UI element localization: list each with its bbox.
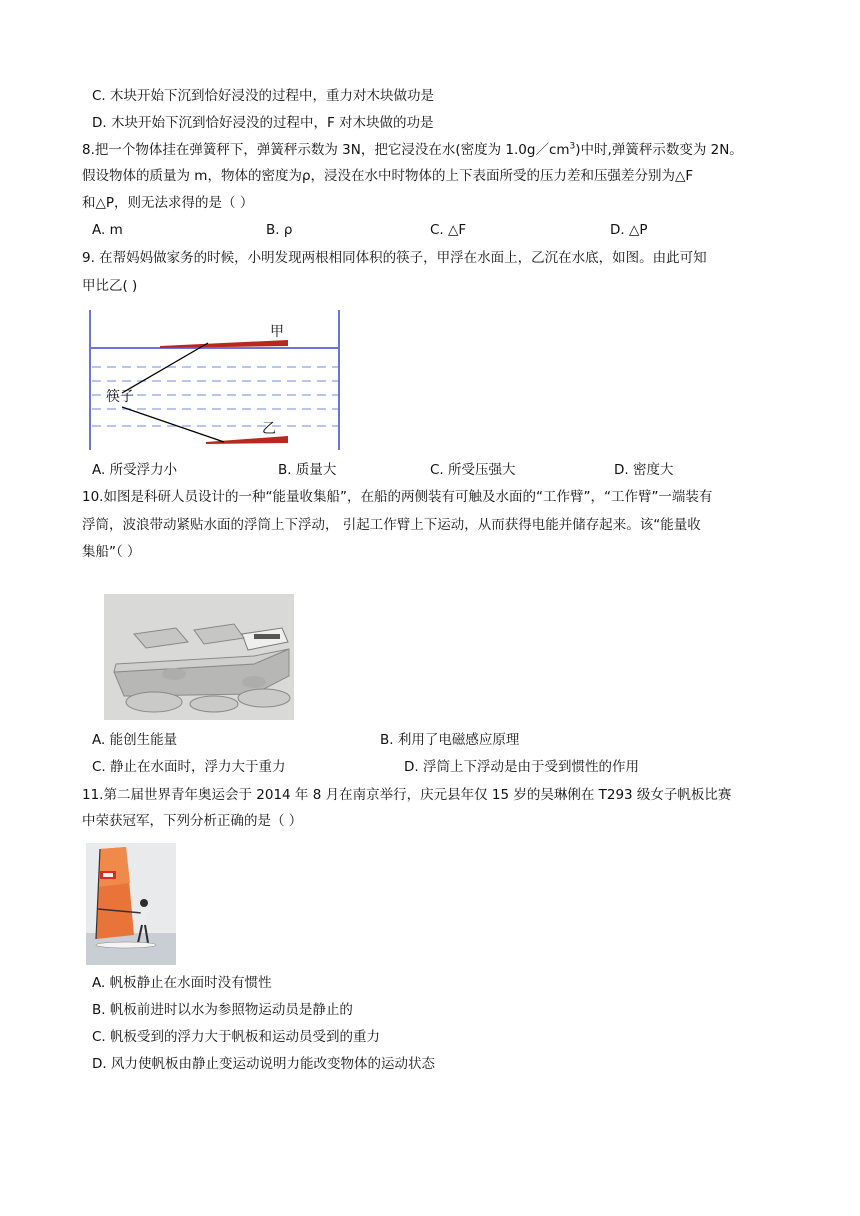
label-yi: 乙 — [262, 421, 276, 437]
q8-option-d: D. △P — [610, 222, 648, 238]
q10-stem-line1: 10.如图是科研人员设计的一种“能量收集船”，在船的两侧装有可触及水面的“工作臂”，“工作臂”一端装有 — [82, 489, 713, 505]
q11-option-d: D. 风力使帆板由静止变运动说明力能改变物体的运动状态 — [92, 1056, 435, 1072]
windsurfing-photo — [86, 843, 176, 965]
chopstick-jia — [160, 340, 288, 348]
q10-option-c: C. 静止在水面时，浮力大于重力 — [92, 759, 286, 775]
q9-option-a: A. 所受浮力小 — [92, 462, 178, 478]
q10-option-a: A. 能创生能量 — [92, 732, 178, 748]
q8-option-c: C. △F — [430, 222, 467, 238]
q9-option-c: C. 所受压强大 — [430, 462, 516, 478]
q9-option-b: B. 质量大 — [278, 462, 337, 478]
q10-option-b: B. 利用了电磁感应原理 — [380, 732, 520, 748]
q8-option-a: A. m — [92, 222, 123, 238]
energy-ship-image — [104, 594, 294, 720]
q8-stem-line2: 假设物体的质量为 m，物体的密度为ρ，浸没在水中时物体的上下表面所受的压力差和压强差分别为△F — [82, 168, 694, 184]
q11-stem-line1: 11.第二届世界青年奥运会于 2014 年 8 月在南京举行，庆元县年仅 15 岁的吴琳俐在 T293 级女子帆板比赛 — [82, 787, 732, 803]
q9-stem-line1: 9. 在帮妈妈做家务的时候，小明发现两根相同体积的筷子，甲浮在水面上，乙沉在水底，如图。由此可知 — [82, 250, 707, 266]
chopsticks-figure — [88, 310, 342, 454]
q8-stem-line3: 和△P，则无法求得的是（ ） — [82, 195, 254, 211]
q11-option-a: A. 帆板静止在水面时没有惯性 — [92, 975, 272, 991]
q11-option-c: C. 帆板受到的浮力大于帆板和运动员受到的重力 — [92, 1029, 381, 1045]
q11-stem-line2: 中荣获冠军，下列分析正确的是（ ） — [82, 813, 303, 829]
label-chopsticks: 筷子 — [106, 389, 134, 405]
q9-stem-line2: 甲比乙( ) — [82, 278, 138, 294]
q7-option-c: C. 木块开始下沉到恰好浸没的过程中，重力对木块做功是 — [92, 88, 435, 104]
q9-option-d: D. 密度大 — [614, 462, 674, 478]
q10-stem-line3: 集船”（ ） — [82, 544, 141, 560]
q11-option-b: B. 帆板前进时以水为参照物运动员是静止的 — [92, 1002, 353, 1018]
label-jia: 甲 — [270, 324, 284, 340]
q10-stem-line2: 浮筒，波浪带动紧贴水面的浮筒上下浮动， 引起工作臂上下运动，从而获得电能并储存起来。该“能量收 — [82, 517, 701, 533]
q8-stem-line1: 8.把一个物体挂在弹簧秤下，弹簧秤示数为 3N，把它浸没在水(密度为 $1.0g/cm^3$)中时,弹簧秤示数变为 2N。 — [82, 141, 743, 158]
q10-option-d: D. 浮筒上下浮动是由于受到惯性的作用 — [404, 759, 639, 775]
q8-option-b: B. ρ — [266, 222, 293, 238]
q7-option-d: D. 木块开始下沉到恰好浸没的过程中，F 对木块做的功是 — [92, 115, 434, 131]
